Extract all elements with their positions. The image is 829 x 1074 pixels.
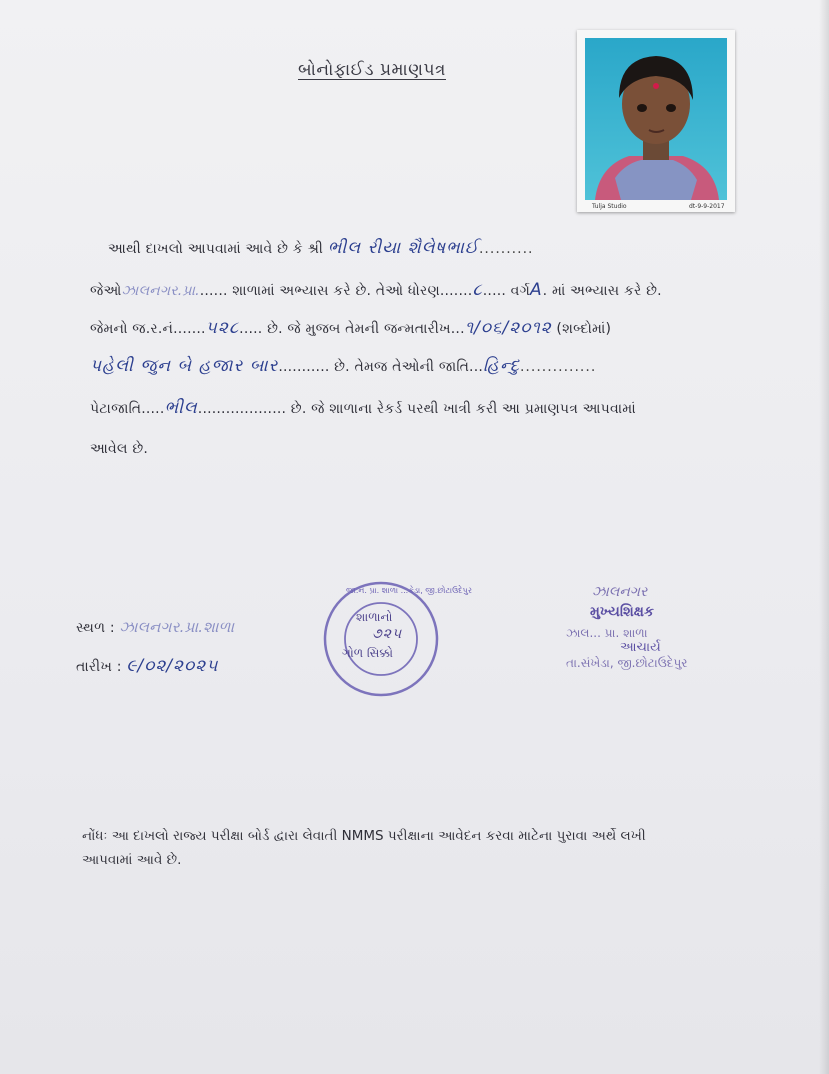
standard-handwritten: ૮ xyxy=(472,280,483,300)
line5-prefix: પેટાજાતિ..... xyxy=(90,401,165,417)
seal-number-handwritten: ૭૨૫ xyxy=(372,626,403,642)
student-name-handwritten: ભીલ રીયા શૈલેષભાઈ xyxy=(327,238,479,258)
note-line-2: આપવામાં આવે છે. xyxy=(82,852,182,868)
line1-dots: .......... xyxy=(478,241,534,257)
body-line-6: આવેલ છે. xyxy=(90,441,149,457)
division-handwritten: A xyxy=(530,280,543,300)
page-edge-shadow xyxy=(819,0,829,1074)
grn-handwritten: ૫૨૮ xyxy=(205,318,240,338)
school-name-handwritten: ઝાલનગર.પ્રા. xyxy=(121,283,200,299)
date-row xyxy=(76,656,218,676)
body-line-5 xyxy=(90,398,636,418)
line4-mid: ........... છે. તેમજ તેઓની જાતિ... xyxy=(278,359,484,375)
photo-studio-caption: Tulja Studio xyxy=(592,203,627,210)
headmaster-title-stamp: મુખ્યશિક્ષક xyxy=(590,604,654,620)
stamp-principal-line: આચાર્ય xyxy=(620,640,661,655)
school-round-seal xyxy=(322,580,472,698)
place-label: સ્થળ : xyxy=(76,620,115,636)
line5-suffix: ................... છે. જે શાળાના રેકર્ડ પરથી ખાત્રી કરી આ પ્રમાણપત્ર આપવામાં xyxy=(197,401,636,417)
line3-mid: ..... છે. જે મુજબ તેમની જન્મતારીખ... xyxy=(239,321,465,337)
birthdate-words-handwritten: પહેલી જુન બે હજાર બાર xyxy=(90,356,279,376)
seal-center-line2: ગોળ સિક્કો xyxy=(342,646,393,660)
certificate-title: બોનોફાઈડ પ્રમાણપત્ર xyxy=(298,60,446,80)
birthdate-handwritten: ૧/૦૬/૨૦૧૨ xyxy=(464,318,552,338)
seal-center-line1: શાળાનો xyxy=(356,610,393,624)
line4-dots: .............. xyxy=(519,359,597,375)
date-label: તારીખ : xyxy=(76,659,122,675)
stamp-district-line: તા.સંખેડા, જી.છોટાઉદેપુર xyxy=(566,656,688,670)
caste-handwritten: હિન્દુ xyxy=(483,356,520,376)
stamp-school-line: ઝાલ... પ્રા. શાળા xyxy=(566,626,648,640)
note-line-1: નોંધઃ આ દાખલો રાજ્ય પરીક્ષા બોર્ડ દ્વારા લેવાતી NMMS પરીક્ષાના આવેદન કરવા માટેના પુરાવા અર્થે લખી xyxy=(82,828,646,844)
student-photo xyxy=(577,30,735,212)
line3-prefix: જેમનો જ.ર.નં....... xyxy=(90,321,206,337)
line2-prefix: જેઓ xyxy=(90,283,122,299)
line1-prefix: આથી દાખલો આપવામાં આવે છે કે શ્રી xyxy=(108,241,324,257)
subcaste-handwritten: ભીલ xyxy=(164,398,198,418)
body-line-2 xyxy=(90,280,662,300)
student-portrait-image xyxy=(585,38,727,200)
signature-handwritten: ઝાલનગર xyxy=(592,584,648,600)
date-value-handwritten: ૯/૦૨/૨૦૨૫ xyxy=(126,656,219,676)
body-line-1 xyxy=(108,238,534,258)
place-row xyxy=(76,618,234,636)
photo-date-caption: dt-9-9-2017 xyxy=(689,203,725,210)
line2-mid2: ..... વર્ગ xyxy=(482,283,531,299)
body-line-3 xyxy=(90,318,611,338)
seal-ring-text: જા.નં. પ્રા. શાળા ...કેડા, જી.છોટાઉદેપુર xyxy=(346,586,472,595)
place-value-handwritten: ઝાલનગર.પ્રા.શાળા xyxy=(119,618,235,636)
body-line-4 xyxy=(90,356,596,376)
line2-suffix: . માં અભ્યાસ કરે છે. xyxy=(542,283,662,299)
line2-mid1: ...... શાળામાં અભ્યાસ કરે છે. તેઓ ધોરણ....... xyxy=(199,283,473,299)
line3-suffix: (શબ્દોમાં) xyxy=(551,321,612,337)
